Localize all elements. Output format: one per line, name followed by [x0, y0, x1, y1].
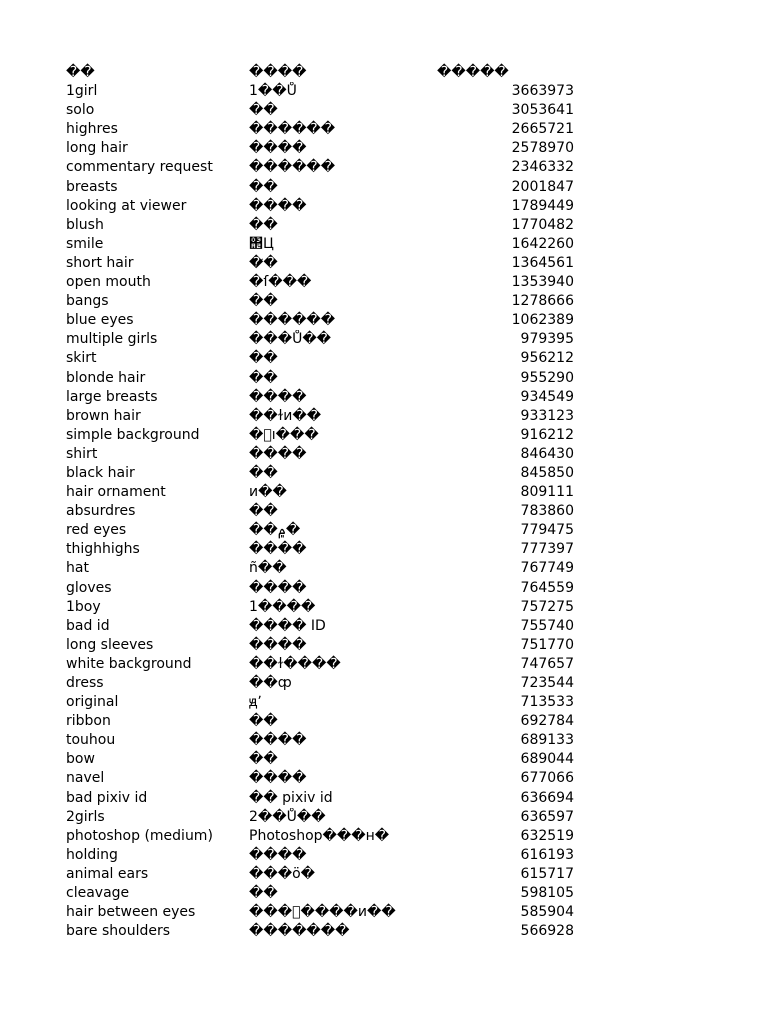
translation-cell: �̷�	[249, 254, 278, 271]
table-row	[66, 273, 586, 292]
table-row	[66, 636, 586, 655]
tag-cell: long sleeves	[66, 636, 154, 653]
count-cell: 689133	[520, 732, 574, 749]
tag-cell: shirt	[66, 445, 98, 462]
count-cell: 1770482	[511, 216, 574, 233]
count-cell: 636694	[520, 789, 574, 806]
translation-cell: ΢Ц	[249, 235, 274, 252]
count-cell: 956212	[520, 350, 574, 367]
table-row	[66, 674, 586, 693]
tag-table	[66, 63, 586, 941]
table-row	[66, 884, 586, 903]
count-cell: 1278666	[511, 293, 574, 310]
translation-cell: ��	[249, 369, 278, 386]
translation-cell: ������	[249, 121, 336, 138]
tag-cell: 2girls	[66, 808, 105, 825]
count-cell: 846430	[520, 445, 574, 462]
tag-cell: large breasts	[66, 388, 158, 405]
table-row	[66, 693, 586, 712]
table-row	[66, 369, 586, 388]
table-row	[66, 139, 586, 158]
table-row	[66, 101, 586, 120]
translation-cell: ���� ID	[249, 617, 326, 634]
count-cell: 692784	[520, 713, 574, 730]
tag-cell: looking at viewer	[66, 197, 187, 214]
header-row	[66, 63, 586, 82]
translation-cell: ����	[249, 846, 307, 863]
count-cell: 1364561	[511, 254, 574, 271]
translation-cell: ��۾�	[249, 522, 301, 539]
translation-cell: ����	[249, 541, 307, 558]
tag-cell: blonde hair	[66, 369, 146, 386]
table-row	[66, 521, 586, 540]
count-cell: 615717	[520, 865, 574, 882]
tag-cell: breasts	[66, 178, 118, 195]
count-cell: 779475	[520, 522, 574, 539]
translation-cell: ����	[249, 579, 307, 596]
tag-cell: bad id	[66, 617, 110, 634]
count-cell: 845850	[520, 464, 574, 481]
tag-cell: photoshop (medium)	[66, 827, 213, 844]
tag-cell: original	[66, 694, 119, 711]
tag-cell: hat	[66, 560, 89, 577]
tag-cell: bangs	[66, 293, 109, 310]
translation-cell: �򵥵ı���	[249, 426, 319, 443]
translation-cell: �ſ���	[249, 274, 312, 291]
translation-cell: ���Ů��	[249, 331, 332, 348]
count-cell: 1642260	[511, 235, 574, 252]
table-row	[66, 598, 586, 617]
table-row	[66, 483, 586, 502]
count-cell: 2346332	[511, 159, 574, 176]
translation-cell: ����	[249, 197, 307, 214]
translation-cell: 2��Ů��	[249, 808, 326, 825]
translation-cell: ��	[249, 216, 278, 233]
translation-cell: ����	[249, 636, 307, 653]
translation-cell: ����	[249, 770, 307, 787]
translation-cell: ����	[249, 388, 307, 405]
tag-cell: multiple girls	[66, 331, 158, 348]
count-cell: 955290	[520, 369, 574, 386]
table-row	[66, 388, 586, 407]
tag-cell: navel	[66, 770, 105, 787]
count-cell: 2001847	[511, 178, 574, 195]
translation-cell: ��	[249, 464, 278, 481]
translation-cell: ��	[249, 751, 278, 768]
table-row	[66, 808, 586, 827]
tag-cell: touhou	[66, 732, 116, 749]
count-cell: 1062389	[511, 312, 574, 329]
table-row	[66, 865, 586, 884]
translation-cell: 1��Ů	[249, 83, 297, 100]
table-row	[66, 502, 586, 521]
count-cell: 777397	[520, 541, 574, 558]
table-row	[66, 789, 586, 808]
table-row	[66, 769, 586, 788]
tag-cell: dress	[66, 675, 104, 691]
tag-cell: skirt	[66, 350, 97, 367]
table-row	[66, 349, 586, 368]
count-cell: 933123	[520, 407, 574, 424]
table-row	[66, 330, 586, 349]
count-cell: 616193	[520, 846, 574, 863]
table-row	[66, 750, 586, 769]
tag-cell: white background	[66, 655, 192, 672]
count-cell: 751770	[520, 636, 574, 653]
tag-cell: ribbon	[66, 713, 111, 730]
table-row	[66, 445, 586, 464]
tag-cell: bow	[66, 751, 95, 768]
count-cell: 689044	[520, 751, 574, 768]
tag-cell: short hair	[66, 254, 134, 271]
table-row	[66, 617, 586, 636]
count-cell: 809111	[520, 484, 574, 501]
count-cell: 3053641	[511, 102, 574, 119]
count-cell: 934549	[520, 388, 574, 405]
table-row	[66, 579, 586, 598]
table-row	[66, 82, 586, 101]
tag-cell: animal ears	[66, 865, 149, 882]
table-row	[66, 120, 586, 139]
translation-cell: ��	[249, 713, 278, 730]
table-row	[66, 197, 586, 216]
count-cell: 916212	[520, 426, 574, 443]
translation-cell: ��	[249, 350, 278, 367]
tag-cell: commentary request	[66, 159, 213, 176]
translation-cell: ����֮���ͷ��	[249, 904, 396, 921]
tag-cell: holding	[66, 846, 118, 863]
count-cell: 632519	[520, 827, 574, 844]
count-cell: 757275	[520, 598, 574, 615]
count-cell: 1789449	[511, 197, 574, 214]
table-row	[66, 827, 586, 846]
count-cell: 979395	[520, 331, 574, 348]
translation-cell: ������	[249, 312, 336, 329]
count-cell: 1353940	[511, 274, 574, 291]
tag-cell: cleavage	[66, 885, 130, 902]
count-cell: 767749	[520, 560, 574, 577]
table-body	[66, 82, 586, 941]
tag-cell: bad pixiv id	[66, 789, 148, 806]
translation-cell: ��	[249, 503, 278, 520]
tag-cell: hair ornament	[66, 484, 166, 501]
header-translation: ����	[249, 64, 307, 80]
table-row	[66, 464, 586, 483]
header-count: �����	[437, 64, 509, 80]
count-cell: 636597	[520, 808, 574, 825]
translation-cell: ԭʼ	[249, 694, 262, 711]
count-cell: 764559	[520, 579, 574, 596]
translation-cell: ����	[249, 445, 307, 462]
tag-cell: gloves	[66, 579, 112, 596]
translation-cell: ͷ��	[249, 484, 287, 501]
translation-cell: ����	[249, 140, 307, 157]
translation-cell: �� pixiv id	[249, 789, 333, 806]
tag-cell: black hair	[66, 464, 135, 481]
table-row	[66, 407, 586, 426]
count-cell: 755740	[520, 617, 574, 634]
count-cell: 783860	[520, 503, 574, 520]
tag-cell: simple background	[66, 426, 200, 443]
table-row	[66, 235, 586, 254]
translation-cell: ��ɫ����	[249, 655, 341, 672]
table-row	[66, 311, 586, 330]
tag-cell: open mouth	[66, 274, 151, 291]
tag-cell: highres	[66, 121, 118, 138]
table-row	[66, 922, 586, 941]
table-row	[66, 178, 586, 197]
translation-cell: ��ɫͷ��	[249, 407, 322, 424]
translation-cell: ��	[249, 178, 278, 195]
tag-cell: 1boy	[66, 598, 101, 615]
table-row	[66, 158, 586, 177]
translation-cell: Photoshop���н�	[249, 827, 390, 844]
count-cell: 585904	[520, 904, 574, 921]
translation-cell: ���ö�	[249, 865, 315, 882]
translation-cell: ������	[249, 159, 336, 176]
translation-cell: ��	[249, 885, 278, 902]
header-tag: ��	[66, 64, 95, 80]
count-cell: 2665721	[511, 121, 574, 138]
table-row	[66, 559, 586, 578]
table-row	[66, 216, 586, 235]
table-row	[66, 540, 586, 559]
tag-cell: absurdres	[66, 503, 136, 520]
tag-cell: smile	[66, 235, 104, 252]
count-cell: 598105	[520, 885, 574, 902]
translation-cell: �������	[249, 923, 350, 940]
tag-cell: 1girl	[66, 83, 98, 100]
table-row	[66, 712, 586, 731]
translation-cell: 1����	[249, 598, 316, 615]
count-cell: 723544	[520, 675, 574, 691]
count-cell: 747657	[520, 655, 574, 672]
tag-cell: hair between eyes	[66, 904, 196, 921]
table-row	[66, 731, 586, 750]
count-cell: 677066	[520, 770, 574, 787]
table-row	[66, 292, 586, 311]
translation-cell: ��	[249, 293, 278, 310]
table-row	[66, 903, 586, 922]
translation-cell: ��	[249, 102, 278, 119]
table-row	[66, 426, 586, 445]
count-cell: 2578970	[511, 140, 574, 157]
translation-cell: ñ��	[249, 560, 287, 577]
tag-cell: blush	[66, 216, 104, 233]
tag-cell: brown hair	[66, 407, 141, 424]
translation-cell: ��ȹ	[249, 675, 292, 691]
tag-cell: solo	[66, 102, 95, 119]
tag-cell: bare shoulders	[66, 923, 171, 940]
count-cell: 3663973	[511, 83, 574, 100]
translation-cell: ����	[249, 732, 307, 749]
tag-cell: thighhighs	[66, 541, 140, 558]
tag-cell: red eyes	[66, 522, 127, 539]
count-cell: 566928	[520, 923, 574, 940]
tag-cell: long hair	[66, 140, 128, 157]
count-cell: 713533	[520, 694, 574, 711]
tag-cell: blue eyes	[66, 312, 134, 329]
table-row	[66, 846, 586, 865]
table-row	[66, 254, 586, 273]
table-row	[66, 655, 586, 674]
